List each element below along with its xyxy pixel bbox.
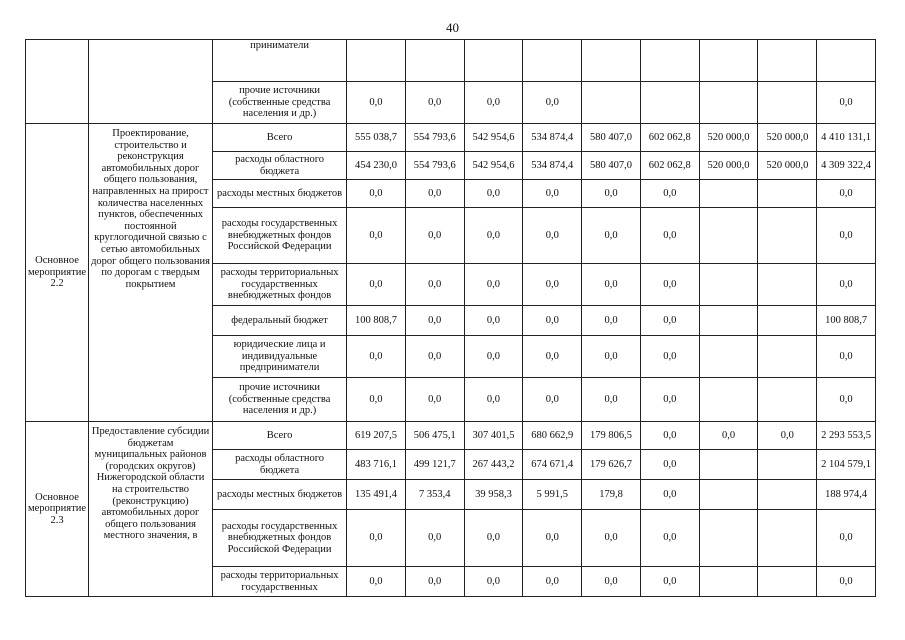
funding-source-label: расходы территориальных государственных <box>213 567 347 597</box>
year-value-cell: 0,0 <box>582 510 641 567</box>
funding-source-label: расходы государственных внебюджетных фондов Российской Федерации <box>213 510 347 567</box>
funding-source-label: расходы местных бюджетов <box>213 480 347 510</box>
year-value-cell: 0,0 <box>640 208 699 264</box>
year-value-cell: 0,0 <box>699 422 758 450</box>
year-value-cell: 454 230,0 <box>347 152 406 180</box>
year-value-cell: 534 874,4 <box>523 152 582 180</box>
year-value-cell: 0,0 <box>464 264 523 306</box>
year-value-cell: 0,0 <box>582 378 641 422</box>
year-value-cell: 542 954,6 <box>464 152 523 180</box>
year-value-cell: 0,0 <box>523 180 582 208</box>
year-value-cell: 602 062,8 <box>640 152 699 180</box>
year-value-cell <box>640 40 699 82</box>
year-value-cell: 580 407,0 <box>582 152 641 180</box>
measure-name-2: Основное мероприятие 2.3 <box>26 422 89 597</box>
funding-table <box>25 39 876 597</box>
year-value-cell <box>699 82 758 124</box>
year-value-cell: 674 671,4 <box>523 450 582 480</box>
year-value-cell <box>758 510 817 567</box>
year-value-cell: 0,0 <box>523 306 582 336</box>
measure-cell-continued <box>26 40 89 124</box>
year-value-cell: 0,0 <box>464 82 523 124</box>
year-value-cell <box>405 40 464 82</box>
year-value-cell: 0,0 <box>640 378 699 422</box>
year-value-cell <box>758 336 817 378</box>
table-row <box>26 422 876 450</box>
description-cell-continued <box>89 40 213 124</box>
year-value-cell <box>758 480 817 510</box>
year-value-cell: 0,0 <box>464 306 523 336</box>
funding-source-label: расходы местных бюджетов <box>213 180 347 208</box>
year-value-cell <box>699 567 758 597</box>
year-value-cell <box>699 480 758 510</box>
year-value-cell <box>758 40 817 82</box>
year-value-cell <box>347 40 406 82</box>
year-value-cell <box>699 306 758 336</box>
year-value-cell <box>640 82 699 124</box>
year-value-cell: 520 000,0 <box>699 152 758 180</box>
year-value-cell: 506 475,1 <box>405 422 464 450</box>
year-value-cell: 0,0 <box>640 180 699 208</box>
year-value-cell: 0,0 <box>405 264 464 306</box>
year-value-cell: 0,0 <box>582 180 641 208</box>
year-value-cell: 267 443,2 <box>464 450 523 480</box>
total-value-cell: 0,0 <box>817 180 876 208</box>
year-value-cell: 39 958,3 <box>464 480 523 510</box>
total-value-cell: 2 293 553,5 <box>817 422 876 450</box>
year-value-cell: 0,0 <box>405 378 464 422</box>
funding-source-label: федеральный бюджет <box>213 306 347 336</box>
year-value-cell <box>464 40 523 82</box>
year-value-cell: 0,0 <box>523 82 582 124</box>
year-value-cell: 307 401,5 <box>464 422 523 450</box>
year-value-cell: 554 793,6 <box>405 124 464 152</box>
year-value-cell: 680 662,9 <box>523 422 582 450</box>
year-value-cell: 0,0 <box>347 208 406 264</box>
year-value-cell <box>523 40 582 82</box>
total-value-cell: 0,0 <box>817 82 876 124</box>
total-value-cell <box>817 40 876 82</box>
year-value-cell: 0,0 <box>640 336 699 378</box>
year-value-cell: 555 038,7 <box>347 124 406 152</box>
year-value-cell: 0,0 <box>640 510 699 567</box>
year-value-cell: 0,0 <box>640 264 699 306</box>
funding-source-label: юридические лица и индивидуальные предприниматели <box>213 336 347 378</box>
total-value-cell: 100 808,7 <box>817 306 876 336</box>
total-value-cell: 2 104 579,1 <box>817 450 876 480</box>
total-value-cell: 4 410 131,1 <box>817 124 876 152</box>
funding-source-label: расходы областного бюджета <box>213 450 347 480</box>
measure-description-2: Предоставление субсидии бюджетам муниципальных районов (городских округов) Нижегородской области на строительство (реконструкцию) автомобильных дорог общего пользования местного значения, в <box>89 422 213 597</box>
year-value-cell <box>699 378 758 422</box>
year-value-cell: 0,0 <box>523 510 582 567</box>
year-value-cell: 0,0 <box>464 336 523 378</box>
total-value-cell: 0,0 <box>817 264 876 306</box>
year-value-cell <box>758 450 817 480</box>
year-value-cell <box>699 180 758 208</box>
year-value-cell: 0,0 <box>523 567 582 597</box>
year-value-cell: 179 626,7 <box>582 450 641 480</box>
year-value-cell: 0,0 <box>464 208 523 264</box>
year-value-cell: 100 808,7 <box>347 306 406 336</box>
year-value-cell: 0,0 <box>405 82 464 124</box>
year-value-cell <box>582 82 641 124</box>
table-row <box>26 40 876 82</box>
total-value-cell: 188 974,4 <box>817 480 876 510</box>
year-value-cell: 542 954,6 <box>464 124 523 152</box>
funding-source-label: расходы территориальных государственных внебюджетных фондов <box>213 264 347 306</box>
year-value-cell <box>699 264 758 306</box>
year-value-cell: 0,0 <box>582 567 641 597</box>
year-value-cell: 499 121,7 <box>405 450 464 480</box>
table-body <box>26 40 876 597</box>
year-value-cell: 520 000,0 <box>758 152 817 180</box>
total-value-cell: 0,0 <box>817 567 876 597</box>
year-value-cell <box>758 306 817 336</box>
year-value-cell: 0,0 <box>405 336 464 378</box>
measure-description-1: Проектирование, строительство и реконструкция автомобильных дорог общего пользования, направленных на прирост количества населенных пунктов, обеспеченных постоянной круглогодичной связью с сетью автомобильных дорог общего пользования по дорогам с твердым покрытием <box>89 124 213 422</box>
funding-source-label: Всего <box>213 124 347 152</box>
page-number: 40 <box>446 20 459 35</box>
year-value-cell: 0,0 <box>464 567 523 597</box>
year-value-cell: 602 062,8 <box>640 124 699 152</box>
year-value-cell: 0,0 <box>347 336 406 378</box>
total-value-cell: 0,0 <box>817 208 876 264</box>
year-value-cell: 0,0 <box>582 208 641 264</box>
year-value-cell <box>699 450 758 480</box>
funding-source-label: прочие источники (собственные средства населения и др.) <box>213 82 347 124</box>
year-value-cell: 0,0 <box>464 180 523 208</box>
funding-source-label: Всего <box>213 422 347 450</box>
year-value-cell <box>758 567 817 597</box>
year-value-cell: 135 491,4 <box>347 480 406 510</box>
year-value-cell: 0,0 <box>640 306 699 336</box>
year-value-cell <box>699 510 758 567</box>
funding-source-label: расходы областного бюджета <box>213 152 347 180</box>
year-value-cell: 5 991,5 <box>523 480 582 510</box>
year-value-cell: 483 716,1 <box>347 450 406 480</box>
year-value-cell: 0,0 <box>405 510 464 567</box>
measure-name-1: Основное мероприятие 2.2 <box>26 124 89 422</box>
year-value-cell: 0,0 <box>347 180 406 208</box>
year-value-cell: 0,0 <box>640 450 699 480</box>
year-value-cell: 179 806,5 <box>582 422 641 450</box>
year-value-cell: 0,0 <box>582 306 641 336</box>
year-value-cell: 0,0 <box>405 306 464 336</box>
year-value-cell: 0,0 <box>405 180 464 208</box>
year-value-cell: 580 407,0 <box>582 124 641 152</box>
year-value-cell: 0,0 <box>523 208 582 264</box>
year-value-cell <box>699 208 758 264</box>
year-value-cell: 520 000,0 <box>758 124 817 152</box>
year-value-cell: 520 000,0 <box>699 124 758 152</box>
year-value-cell <box>699 336 758 378</box>
year-value-cell <box>758 378 817 422</box>
year-value-cell: 0,0 <box>347 264 406 306</box>
year-value-cell: 534 874,4 <box>523 124 582 152</box>
year-value-cell: 0,0 <box>405 567 464 597</box>
year-value-cell: 0,0 <box>523 336 582 378</box>
year-value-cell: 0,0 <box>640 480 699 510</box>
year-value-cell <box>758 180 817 208</box>
year-value-cell: 0,0 <box>523 264 582 306</box>
year-value-cell: 0,0 <box>523 378 582 422</box>
year-value-cell: 0,0 <box>347 510 406 567</box>
total-value-cell: 4 309 322,4 <box>817 152 876 180</box>
funding-source-label: прочие источники (собственные средства населения и др.) <box>213 378 347 422</box>
total-value-cell: 0,0 <box>817 378 876 422</box>
year-value-cell: 0,0 <box>640 567 699 597</box>
year-value-cell: 554 793,6 <box>405 152 464 180</box>
year-value-cell: 0,0 <box>582 264 641 306</box>
funding-source-label: приниматели <box>213 40 347 82</box>
year-value-cell <box>582 40 641 82</box>
year-value-cell: 0,0 <box>347 82 406 124</box>
year-value-cell: 0,0 <box>640 422 699 450</box>
total-value-cell: 0,0 <box>817 336 876 378</box>
funding-source-label: расходы государственных внебюджетных фондов Российской Федерации <box>213 208 347 264</box>
year-value-cell <box>758 264 817 306</box>
year-value-cell: 0,0 <box>347 378 406 422</box>
year-value-cell: 619 207,5 <box>347 422 406 450</box>
year-value-cell: 7 353,4 <box>405 480 464 510</box>
year-value-cell <box>758 208 817 264</box>
year-value-cell: 179,8 <box>582 480 641 510</box>
total-value-cell: 0,0 <box>817 510 876 567</box>
year-value-cell: 0,0 <box>758 422 817 450</box>
year-value-cell: 0,0 <box>582 336 641 378</box>
year-value-cell: 0,0 <box>347 567 406 597</box>
year-value-cell: 0,0 <box>464 510 523 567</box>
table-row <box>26 124 876 152</box>
year-value-cell <box>699 40 758 82</box>
year-value-cell <box>758 82 817 124</box>
year-value-cell: 0,0 <box>405 208 464 264</box>
year-value-cell: 0,0 <box>464 378 523 422</box>
